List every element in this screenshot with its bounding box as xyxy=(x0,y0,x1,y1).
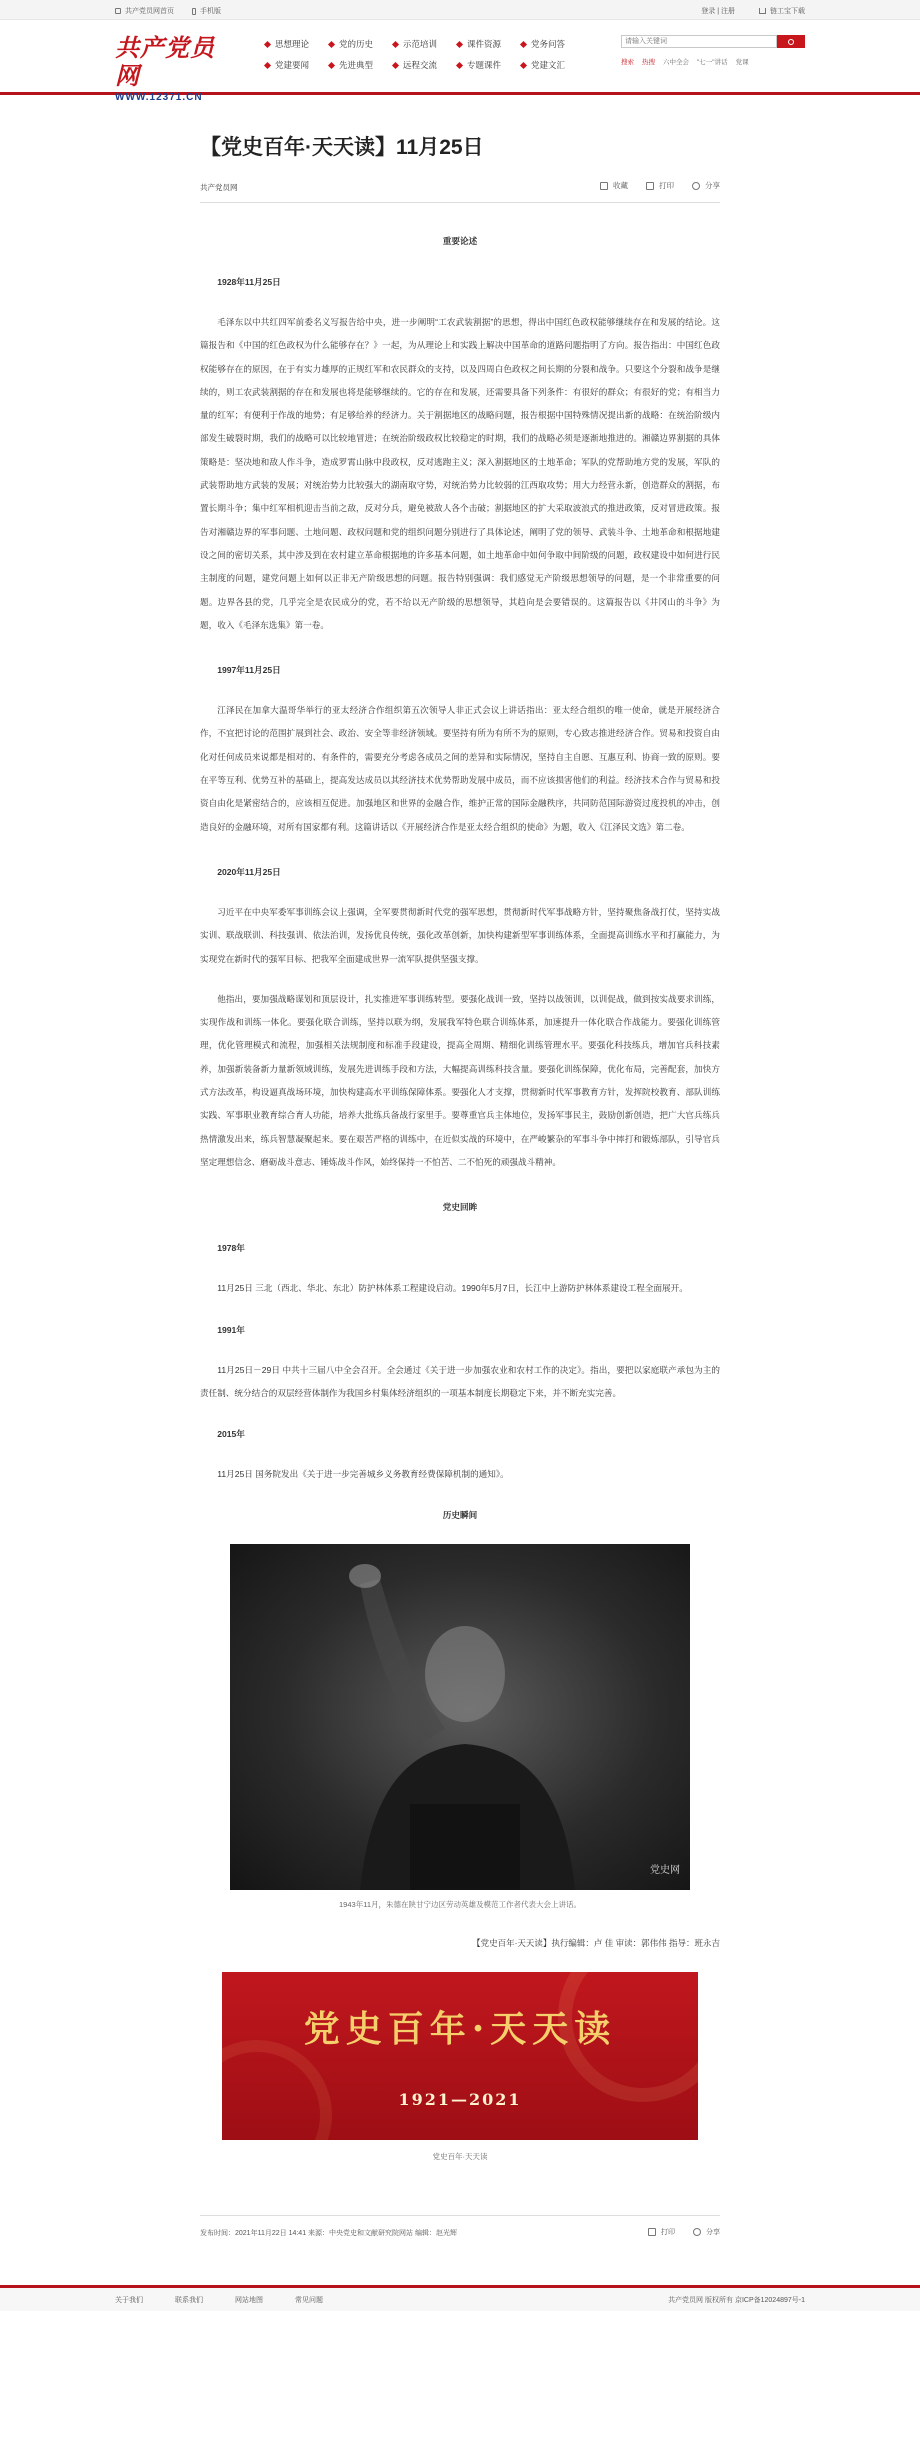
home-icon xyxy=(115,8,121,14)
paragraph: 江泽民在加拿大温哥华举行的亚太经济合作组织第五次领导人非正式会议上讲话指出：亚太经合组织的唯一使命，就是开展经济合作，不宜把讨论的范围扩展到社会、政治、安全等非经济领域。要坚持有所为有所不为的原则，专心致志推进经济合作。贸易和投资自由化对任何成员来说都是相对的、有条件的，需要充分考虑各成员之间的差异和实际情况，坚持自主自愿、互惠互利、协商一致的原则。要在平等互利、优势互补的基础上，提高发达成员以其经济技术优势帮助发展中成员，而不应该损害他们的利益。经济技术合作与贸易和投资自由化是紧密结合的，应该相互促进。加强地区和世界的金融合作，维护正常的国际金融秩序，共同防范国际游资过度投机的冲击，创造良好的金融环境，对所有国家都有利。这篇讲话以《开展经济合作是亚太经合组织的使命》为题，收入《江泽民文选》第二卷。 xyxy=(200,705,720,832)
article-footer-tools xyxy=(648,2227,720,2237)
date-heading: 1997年11月25日 xyxy=(217,665,281,676)
nav-item[interactable]: 课件资源 xyxy=(457,38,521,50)
banner-title: 党史百年·天天读 xyxy=(303,2008,617,2051)
paragraph: 11月25日 三北（西北、华北、东北）防护林体系工程建设启动。1990年5月7日，长江中上游防护林体系建设工程全面展开。 xyxy=(217,1283,688,1294)
hot-search-item[interactable]: 六中全会 xyxy=(663,59,689,66)
footer-link[interactable]: 联系我们 xyxy=(175,2297,203,2305)
search-area xyxy=(621,35,805,66)
share-button[interactable]: 分享 xyxy=(693,2227,720,2237)
diamond-icon xyxy=(392,61,399,68)
nav-item[interactable]: 党建要闻 xyxy=(265,59,329,71)
banner-caption: 党史百年·天天读 xyxy=(432,2152,488,2162)
year-heading: 1991年 xyxy=(217,1324,245,1335)
printer-icon xyxy=(648,2228,656,2236)
article xyxy=(200,95,720,2257)
hot-search-item[interactable]: "七一"讲话 xyxy=(697,59,728,66)
paragraph: 习近平在中央军委军事训练会议上强调，全军要贯彻新时代党的强军思想，贯彻新时代军事战略方针，坚持聚焦备战打仗，坚持实战实训、联战联训、科技强训、依法治训，发扬优良传统，强化改革创新，加快构建新型军事训练体系，全面提高训练水平和打赢能力，为实现党在新时代的强军目标、把我军全面建成世界一流军队提供坚强支撑。 xyxy=(200,906,720,964)
site-header xyxy=(0,20,920,103)
section-heading: 党史回眸 xyxy=(442,1202,478,1213)
printer-icon xyxy=(646,182,654,190)
banner-years: 1921—2021 xyxy=(398,2090,522,2110)
photo-figure xyxy=(230,1544,690,1890)
logo-text: 共产党员网 xyxy=(115,33,215,90)
footer-links xyxy=(115,2295,323,2305)
paragraph: 他指出，要加强战略谋划和顶层设计，扎实推进军事训练转型。要强化战训一致，坚持以战领训，以训促战，做到按实战要求训练，实现作战和训练一体化。要强化联合训练，坚持以联为纲，发展我军特色联合训练体系，加速提升一体化联合作战能力。要强化训练管理，优化管理模式和流程，加强相关法规制度和标准手段建设，提高全周期、精细化训练管理水平。要强化科技练兵，增加官兵科技素养，加强新装备新力量新领域训练，发展先进训练手段和方法，大幅提高训练科技含量。要强化训练保障，优化布局，完善配套，加快方式方法改革，构设逼真战场环境，加快构建高水平训练保障体系。要强化人才支撑，贯彻新时代军事教育方针，发挥院校教育、部队训练实践、军事职业教育综合育人功能，培养大批练兵备战行家里手。要尊重官兵主体地位，发扬军事民主，鼓励创新创造，把广大官兵练兵热情激发出来，练兵智慧凝聚起来。要在艰苦严格的训练中，在近似实战的环境中，在严峻繁杂的军事斗争中摔打和锻炼部队，引导官兵坚定理想信念、磨砺战斗意志、锤炼战斗作风，始终保持一不怕苦、二不怕死的顽强战斗精神。 xyxy=(200,993,720,1167)
share-icon xyxy=(693,2228,701,2236)
article-tools xyxy=(600,180,720,191)
hot-searches: 搜索 热搜 六中全会 "七一"讲话 党课 xyxy=(621,59,749,66)
search-input[interactable] xyxy=(621,35,777,48)
photo-caption: 1943年11月，朱德在陕甘宁边区劳动英雄及模范工作者代表大会上讲话。 xyxy=(339,1900,581,1910)
diamond-icon xyxy=(328,61,335,68)
diamond-icon xyxy=(456,40,463,47)
nav-item[interactable]: 远程交流 xyxy=(393,59,457,71)
article-source: 共产党员网 xyxy=(200,183,238,192)
main-nav xyxy=(265,38,649,71)
diamond-icon xyxy=(392,40,399,47)
photo-watermark: 党史网 xyxy=(650,1865,680,1877)
nav-item[interactable]: 党建文汇 xyxy=(521,59,585,71)
article-body xyxy=(200,203,720,2164)
paragraph: 毛泽东以中共红四军前委名义写报告给中央，进一步阐明“工农武装割据”的思想，得出中国红色政权能够继续存在和发展的结论。这篇报告和《中国的红色政权为什么能够存在？》一起，为从理论上和实践上解决中国革命的道路问题指明了方向。报告指出：中国红色政权能够存在的原因，在于有实力雄厚的正规红军和农民群众的支持，以及四周白色政权之间长期的分裂和战争。只要这个分裂和战争是继续的，则工农武装割据的存在和发展也将是能够继续的。它的存在和发展，还需要具备下列条件：有很好的群众；有很好的党；有相当力量的红军；有便利于作战的地势；有足够给养的经济力。关于割据地区的战略问题，报告根据中国特殊情况提出新的战略：在统治阶级内部发生破裂时期，我们的战略可以比较地冒进；在统治阶级政权比较稳定的时期，我们的战略必须是逐渐地推进的。湘赣边界割据的具体策略是：坚决地和敌人作斗争，造成罗霄山脉中段政权，反对逃跑主义；深入割据地区的土地革命；军队的党帮助地方党的发展，军队的武装帮助地方武装的发展；对统治势力比较强大的湖南取守势，对统治势力比较弱的江西取攻势；用大力经营永新，创造群众的割据，布置长期斗争；集中红军相机迎击当前之敌，反对分兵，避免被敌人各个击破；割据地区的扩大采取波浪式的推进政策，反对冒进政策。报告对湘赣边界的军事问题、土地问题、政权问题和党的组织问题分别进行了具体论述，阐明了党的领导、武装斗争、土地革命和根据地建设之间的密切关系，其中涉及到在农村建立革命根据地的许多基本问题，如土地革命中如何争取中间阶级的问题，政权建设中如何进行民主制度的问题，建党问题上如何以正非无产阶级思想的问题。报告特别强调：我们感觉无产阶级思想领导的问题，是一个非常重要的问题。边界各县的党，几乎完全是农民成分的党，若不给以无产阶级的思想领导，其趋向是会要错误的。这篇报告以《井冈山的斗争》为题，收入《毛泽东选集》第一卷。 xyxy=(200,317,720,630)
mobile-link[interactable]: 手机版 xyxy=(192,6,221,16)
date-heading: 2020年11月25日 xyxy=(217,866,281,877)
footer-link[interactable]: 常见问题 xyxy=(295,2297,323,2305)
nav-item[interactable]: 思想理论 xyxy=(265,38,329,50)
download-icon xyxy=(759,8,766,14)
nav-item[interactable]: 示范培训 xyxy=(393,38,457,50)
diamond-icon xyxy=(520,40,527,47)
diamond-icon xyxy=(264,40,271,47)
top-bar xyxy=(0,0,920,20)
diamond-icon xyxy=(456,61,463,68)
site-logo[interactable] xyxy=(115,34,235,103)
share-icon xyxy=(692,182,700,190)
diamond-icon xyxy=(520,61,527,68)
article-title: 【党史百年·天天读】11月25日 xyxy=(200,136,484,159)
logo-url: WWW.12371.CN xyxy=(115,92,203,103)
diamond-icon xyxy=(328,40,335,47)
search-button[interactable] xyxy=(777,35,805,48)
print-button[interactable]: 打印 xyxy=(646,180,674,191)
diamond-icon xyxy=(264,61,271,68)
section-heading: 重要论述 xyxy=(442,236,478,246)
home-link[interactable]: 共产党员网首页 xyxy=(115,6,174,16)
copyright: 共产党员网 版权所有 京ICP备12024897号-1 xyxy=(668,2297,805,2305)
nav-item[interactable]: 先进典型 xyxy=(329,59,393,71)
year-heading: 1978年 xyxy=(217,1243,245,1254)
mobile-icon xyxy=(192,8,196,15)
paragraph: 11月25日－29日 中共十三届八中全会召开。全会通过《关于进一步加强农业和农村工作的决定》。指出，要把以家庭联产承包为主的责任制、统分结合的双层经营体制作为我国乡村集体经济组织的一项基本制度长期稳定下来，并不断充实完善。 xyxy=(200,1364,720,1398)
nav-item[interactable]: 党的历史 xyxy=(329,38,393,50)
editor-credit: 【党史百年·天天读】执行编辑：卢 佳 审读：郭伟伟 指导：班永吉 xyxy=(472,1938,720,1949)
publish-info: 发布时间：2021年11月22日 14:41 来源：中央党史和文献研究院网站 编辑：赵光辉 xyxy=(200,2230,457,2238)
nav-item[interactable]: 党务问答 xyxy=(521,38,585,50)
site-footer xyxy=(0,2285,920,2311)
share-button[interactable]: 分享 xyxy=(692,180,720,191)
hot-search-item[interactable]: 党课 xyxy=(735,59,749,66)
article-footer-meta xyxy=(200,2215,720,2257)
nav-item[interactable]: 专题课件 xyxy=(457,59,521,71)
section-heading: 历史瞬间 xyxy=(442,1510,478,1521)
bookmark-icon xyxy=(600,182,608,190)
year-heading: 2015年 xyxy=(217,1429,245,1440)
historical-photo xyxy=(230,1544,690,1890)
print-button[interactable]: 打印 xyxy=(648,2227,675,2237)
search-icon xyxy=(788,39,794,45)
collect-button[interactable]: 收藏 xyxy=(600,180,628,191)
date-heading: 1928年11月25日 xyxy=(217,277,281,287)
footer-link[interactable]: 网站地图 xyxy=(235,2297,263,2305)
footer-link[interactable]: 关于我们 xyxy=(115,2297,143,2305)
login-register-link[interactable]: 登录 | 注册 xyxy=(701,8,735,15)
series-banner xyxy=(222,1972,698,2140)
article-meta xyxy=(200,177,720,203)
paragraph: 11月25日 国务院发出《关于进一步完善城乡义务教育经费保障机制的通知》。 xyxy=(217,1469,509,1480)
hot-search-item[interactable]: 热搜 xyxy=(642,59,655,66)
app-download-link[interactable]: 链工宝下载 xyxy=(759,6,805,16)
